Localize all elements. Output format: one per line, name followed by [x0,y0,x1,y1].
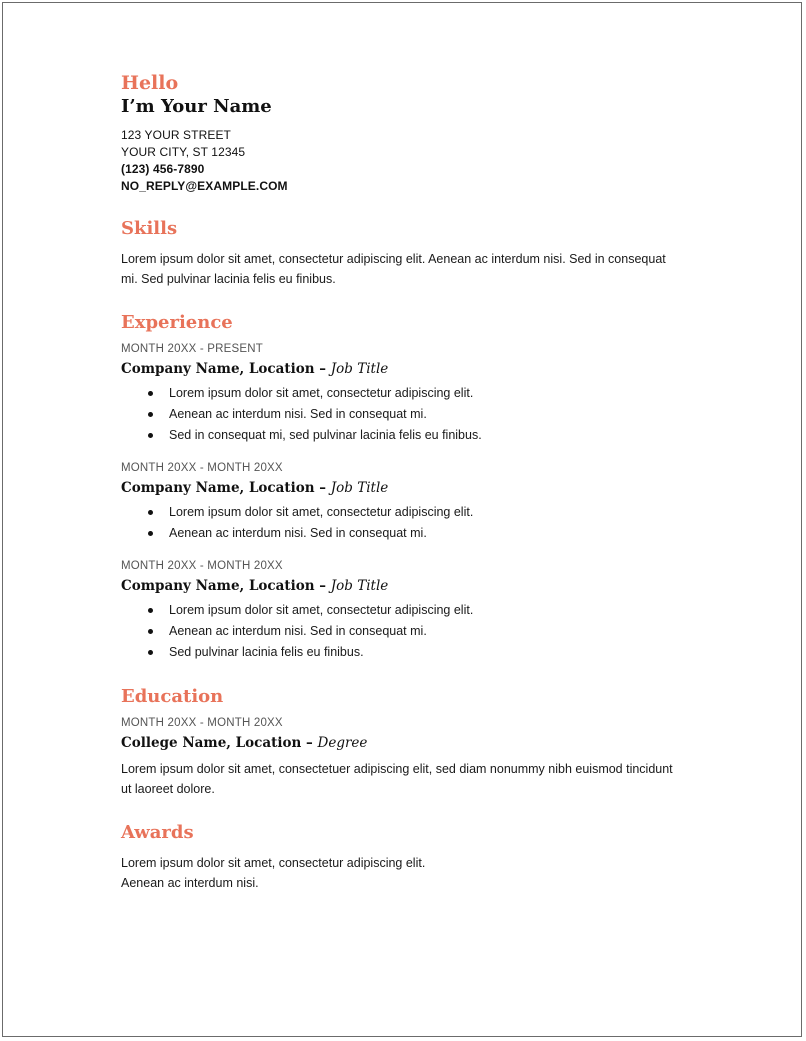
list-item: Aenean ac interdum nisi. Sed in consequat mi. [169,404,711,425]
awards-text-line: Lorem ipsum dolor sit amet, consectetur adipiscing elit. [121,856,426,870]
skills-heading: Skills [121,218,178,239]
greeting: Hello [121,72,179,94]
city-state-zip: YOUR CITY, ST 12345 [121,145,246,159]
role-separator: – [314,361,331,377]
education-role [121,733,711,753]
education-text-line: Lorem ipsum dolor sit amet, consectetuer adipiscing elit, sed diam nonummy nibh euismod tincidunt [121,762,673,776]
awards-text-line: Aenean ac interdum nisi. [121,876,259,890]
job-title: Job Title [330,578,389,594]
education-heading: Education [121,686,224,707]
skills-text [121,249,711,289]
list-item: Sed in consequat mi, sed pulvinar lacinia felis eu finibus. [169,425,711,446]
job-bullets [121,383,711,446]
education-dates: MONTH 20XX - MONTH 20XX [121,717,283,729]
role-separator: – [314,480,331,496]
education-text-line: ut laoreet dolore. [121,782,215,796]
job-bullets [121,600,711,663]
list-item: Sed pulvinar lacinia felis eu finibus. [169,642,711,663]
list-item: Aenean ac interdum nisi. Sed in consequat mi. [169,621,711,642]
job-dates: MONTH 20XX - MONTH 20XX [121,462,283,474]
company-location: Company Name, Location [121,361,315,377]
email-address: NO_REPLY@EXAMPLE.COM [121,179,288,193]
job-entry [121,558,711,663]
list-item: Aenean ac interdum nisi. Sed in consequat mi. [169,523,711,544]
job-title: Job Title [330,480,389,496]
list-item: Lorem ipsum dolor sit amet, consectetur adipiscing elit. [169,600,711,621]
education-text [121,759,711,799]
full-name: I’m Your Name [121,96,272,117]
job-title: Job Title [330,361,389,377]
skills-text-line: Lorem ipsum dolor sit amet, consectetur adipiscing elit. Aenean ac interdum nisi. Sed in consequat [121,252,666,266]
role-separator: – [301,735,318,751]
list-item: Lorem ipsum dolor sit amet, consectetur adipiscing elit. [169,383,711,404]
job-dates: MONTH 20XX - PRESENT [121,343,264,355]
phone-number: (123) 456-7890 [121,162,205,176]
degree: Degree [317,735,368,751]
job-role [121,359,711,379]
job-role [121,576,711,596]
job-bullets [121,502,711,544]
job-role [121,478,711,498]
job-entry [121,341,711,446]
experience-heading: Experience [121,312,233,333]
skills-text-line: mi. Sed pulvinar lacinia felis eu finibus. [121,272,336,286]
job-dates: MONTH 20XX - MONTH 20XX [121,560,283,572]
school-location: College Name, Location [121,735,302,751]
street-address: 123 YOUR STREET [121,128,231,142]
awards-heading: Awards [121,822,194,843]
resume-page [2,2,802,1037]
job-entry [121,460,711,544]
role-separator: – [314,578,331,594]
company-location: Company Name, Location [121,578,315,594]
company-location: Company Name, Location [121,480,315,496]
awards-text [121,853,711,893]
resume-content [121,71,711,893]
contact-block [121,127,711,195]
list-item: Lorem ipsum dolor sit amet, consectetur adipiscing elit. [169,502,711,523]
